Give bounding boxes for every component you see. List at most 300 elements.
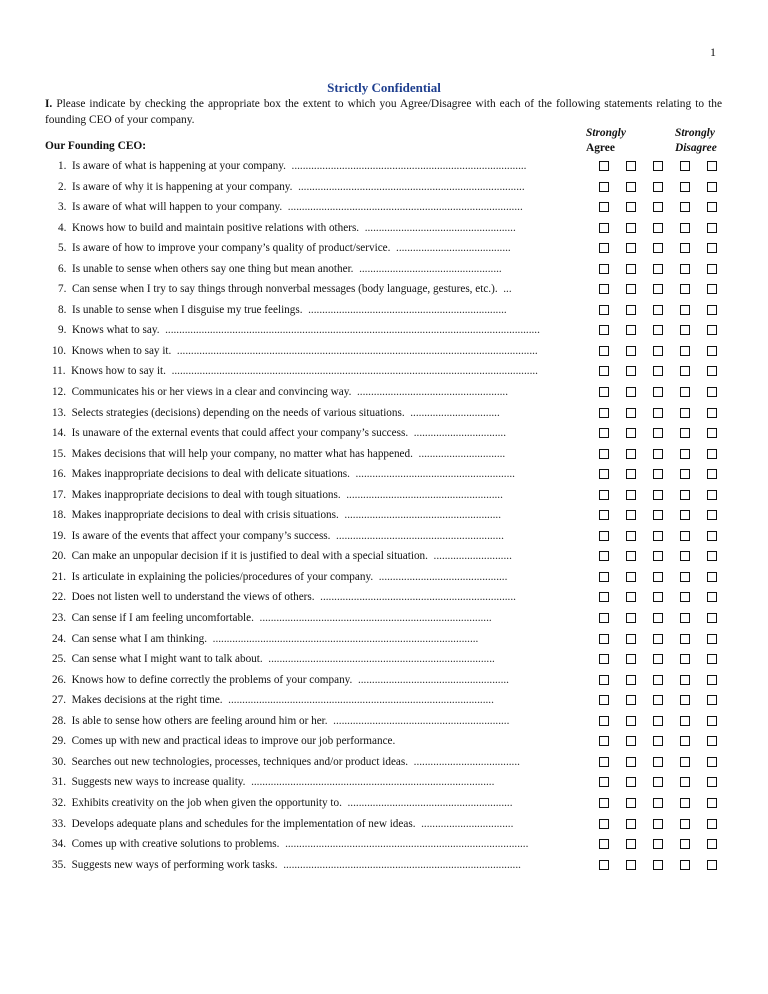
rating-checkbox-3[interactable] [653, 366, 663, 376]
dot-leader: ................................................................................. [268, 653, 495, 666]
item-number: 27. [52, 694, 66, 707]
list-item [0, 526, 768, 547]
rating-checkbox-5[interactable] [707, 839, 717, 849]
rating-checkbox-3[interactable] [653, 202, 663, 212]
rating-checkbox-1[interactable] [599, 387, 609, 397]
list-item [0, 382, 768, 403]
rating-checkbox-5[interactable] [707, 428, 717, 438]
statement [52, 775, 570, 789]
rating-checkbox-4[interactable] [680, 654, 690, 664]
item-text: Is unaware of the external events that could affect your company’s success. [71, 427, 409, 440]
rating-checkbox-4[interactable] [680, 490, 690, 500]
item-number: 13. [52, 406, 66, 419]
rating-checkbox-3[interactable] [653, 839, 663, 849]
list-item [0, 156, 768, 177]
dot-leader: ............................................................................................... [212, 632, 479, 645]
rating-checkbox-2[interactable] [626, 736, 636, 746]
rating-checkbox-3[interactable] [653, 284, 663, 294]
item-text: Is able to sense how others are feeling around him or her. [71, 714, 328, 727]
list-item [0, 629, 768, 650]
rating-checkbox-2[interactable] [626, 366, 636, 376]
rating-checkbox-2[interactable] [626, 716, 636, 726]
rating-checkbox-4[interactable] [680, 284, 690, 294]
rating-checkbox-5[interactable] [707, 408, 717, 418]
rating-checkbox-3[interactable] [653, 757, 663, 767]
rating-checkbox-5[interactable] [707, 243, 717, 253]
rating-checkbox-5[interactable] [707, 366, 717, 376]
dot-leader: ............................................................................................... [228, 694, 494, 707]
rating-checkbox-1[interactable] [599, 490, 609, 500]
rating-checkbox-3[interactable] [653, 428, 663, 438]
rating-checkbox-1[interactable] [599, 469, 609, 479]
item-number: 17. [52, 488, 66, 501]
statement [58, 221, 576, 235]
rating-checkbox-5[interactable] [707, 223, 717, 233]
rating-checkbox-5[interactable] [707, 551, 717, 561]
list-item [0, 485, 768, 506]
rating-checkbox-3[interactable] [653, 531, 663, 541]
item-number: 3. [58, 201, 67, 214]
rating-checkbox-2[interactable] [626, 839, 636, 849]
scale-right-line1: Strongly [675, 127, 715, 139]
rating-checkbox-1[interactable] [599, 284, 609, 294]
section-number: I. [45, 98, 53, 110]
rating-checkbox-1[interactable] [599, 161, 609, 171]
rating-checkbox-1[interactable] [599, 654, 609, 664]
rating-checkbox-5[interactable] [707, 469, 717, 479]
statement [58, 241, 576, 255]
list-item [0, 403, 768, 424]
rating-checkbox-3[interactable] [653, 243, 663, 253]
dot-leader: ....................................................................................... [251, 776, 495, 789]
item-text: Communicates his or her views in a clear and convincing way. [71, 386, 352, 399]
rating-checkbox-4[interactable] [680, 634, 690, 644]
rating-checkbox-5[interactable] [707, 202, 717, 212]
rating-checkbox-1[interactable] [599, 839, 609, 849]
statement [52, 837, 570, 851]
item-number: 7. [58, 283, 67, 296]
item-number: 18. [52, 509, 66, 522]
rating-checkbox-5[interactable] [707, 592, 717, 602]
rating-checkbox-2[interactable] [626, 819, 636, 829]
rating-checkbox-5[interactable] [707, 387, 717, 397]
scale-strongly-agree [586, 126, 626, 156]
item-number: 6. [58, 262, 67, 275]
rating-checkbox-4[interactable] [680, 757, 690, 767]
item-number: 33. [52, 817, 66, 830]
list-item [0, 320, 768, 341]
rating-checkbox-1[interactable] [599, 182, 609, 192]
rating-checkbox-3[interactable] [653, 325, 663, 335]
dot-leader: ................................................................................................................................... [171, 365, 538, 378]
rating-checkbox-4[interactable] [680, 613, 690, 623]
dot-leader: ................................................................................. [298, 180, 525, 193]
rating-checkbox-5[interactable] [707, 182, 717, 192]
rating-checkbox-3[interactable] [653, 469, 663, 479]
item-number: 20. [52, 550, 66, 563]
rating-checkbox-2[interactable] [626, 551, 636, 561]
item-text: Is aware of what will happen to your company. [71, 201, 283, 214]
list-item [0, 218, 768, 239]
rating-checkbox-5[interactable] [707, 490, 717, 500]
rating-checkbox-1[interactable] [599, 366, 609, 376]
rating-checkbox-3[interactable] [653, 572, 663, 582]
rating-checkbox-4[interactable] [680, 551, 690, 561]
scale-left-line2: Agree [586, 142, 615, 154]
rating-checkbox-1[interactable] [599, 777, 609, 787]
rating-checkbox-4[interactable] [680, 777, 690, 787]
rating-checkbox-2[interactable] [626, 284, 636, 294]
rating-checkbox-4[interactable] [680, 387, 690, 397]
rating-checkbox-5[interactable] [707, 325, 717, 335]
rating-checkbox-4[interactable] [680, 469, 690, 479]
item-number: 2. [58, 180, 67, 193]
rating-checkbox-5[interactable] [707, 777, 717, 787]
item-number: 30. [52, 755, 66, 768]
rating-checkbox-1[interactable] [599, 592, 609, 602]
rating-checkbox-2[interactable] [626, 592, 636, 602]
rating-checkbox-3[interactable] [653, 551, 663, 561]
rating-checkbox-1[interactable] [599, 264, 609, 274]
rating-checkbox-5[interactable] [707, 531, 717, 541]
item-number: 10. [52, 344, 66, 357]
rating-checkbox-1[interactable] [599, 325, 609, 335]
rating-checkbox-5[interactable] [707, 449, 717, 459]
rating-checkbox-5[interactable] [707, 675, 717, 685]
rating-checkbox-4[interactable] [680, 510, 690, 520]
rating-checkbox-2[interactable] [626, 798, 636, 808]
statement [52, 447, 570, 461]
dot-leader: .................................................................................... [287, 201, 523, 214]
rating-checkbox-3[interactable] [653, 798, 663, 808]
list-item [0, 731, 768, 752]
rating-checkbox-2[interactable] [626, 510, 636, 520]
rating-checkbox-1[interactable] [599, 572, 609, 582]
item-number: 21. [52, 570, 66, 583]
rating-checkbox-4[interactable] [680, 325, 690, 335]
rating-checkbox-2[interactable] [626, 408, 636, 418]
item-number: 25. [52, 653, 66, 666]
rating-checkbox-1[interactable] [599, 510, 609, 520]
rating-checkbox-1[interactable] [599, 716, 609, 726]
item-number: 35. [52, 858, 66, 871]
item-number: 16. [52, 468, 66, 481]
statement [52, 632, 570, 646]
statement [52, 755, 570, 769]
rating-checkbox-3[interactable] [653, 777, 663, 787]
dot-leader: ............................................................... [333, 714, 510, 727]
rating-checkbox-3[interactable] [653, 634, 663, 644]
rating-checkbox-3[interactable] [653, 510, 663, 520]
rating-checkbox-4[interactable] [680, 223, 690, 233]
rating-checkbox-1[interactable] [599, 757, 609, 767]
rating-checkbox-4[interactable] [680, 449, 690, 459]
rating-checkbox-1[interactable] [599, 243, 609, 253]
list-item [0, 814, 768, 835]
rating-checkbox-5[interactable] [707, 736, 717, 746]
rating-checkbox-2[interactable] [626, 613, 636, 623]
rating-checkbox-3[interactable] [653, 654, 663, 664]
rating-checkbox-3[interactable] [653, 161, 663, 171]
dot-leader: ....................................................................... [308, 303, 507, 316]
item-text: Exhibits creativity on the job when given the opportunity to. [71, 796, 342, 809]
rating-checkbox-1[interactable] [599, 202, 609, 212]
dot-leader: ................................ [410, 406, 500, 419]
item-number: 22. [52, 591, 66, 604]
list-item [0, 855, 768, 876]
rating-checkbox-4[interactable] [680, 366, 690, 376]
item-text: Comes up with creative solutions to problems. [71, 838, 280, 851]
rating-checkbox-2[interactable] [626, 860, 636, 870]
rating-checkbox-4[interactable] [680, 346, 690, 356]
statement [52, 817, 570, 831]
item-number: 29. [52, 735, 66, 748]
item-text: Searches out new technologies, processes, techniques and/or product ideas. [71, 755, 409, 768]
rating-checkbox-4[interactable] [680, 161, 690, 171]
section-label: Our Founding CEO: [45, 140, 147, 152]
rating-checkbox-5[interactable] [707, 572, 717, 582]
rating-checkbox-2[interactable] [626, 202, 636, 212]
rating-checkbox-4[interactable] [680, 264, 690, 274]
rating-checkbox-4[interactable] [680, 675, 690, 685]
list-item [0, 752, 768, 773]
rating-checkbox-5[interactable] [707, 634, 717, 644]
rating-checkbox-2[interactable] [626, 634, 636, 644]
rating-checkbox-3[interactable] [653, 305, 663, 315]
item-number: 32. [52, 796, 66, 809]
rating-checkbox-4[interactable] [680, 716, 690, 726]
rating-checkbox-2[interactable] [626, 243, 636, 253]
rating-checkbox-5[interactable] [707, 305, 717, 315]
rating-checkbox-5[interactable] [707, 860, 717, 870]
item-number: 26. [52, 673, 66, 686]
rating-checkbox-2[interactable] [626, 182, 636, 192]
rating-checkbox-5[interactable] [707, 346, 717, 356]
item-number: 11. [52, 365, 66, 378]
rating-checkbox-4[interactable] [680, 182, 690, 192]
statement [52, 570, 570, 584]
statement [52, 406, 570, 420]
rating-checkbox-5[interactable] [707, 798, 717, 808]
rating-checkbox-2[interactable] [626, 654, 636, 664]
rating-checkbox-2[interactable] [626, 449, 636, 459]
rating-checkbox-4[interactable] [680, 736, 690, 746]
rating-checkbox-3[interactable] [653, 387, 663, 397]
page-title: Strictly Confidential [327, 80, 441, 95]
item-text: Can sense what I might want to talk about. [71, 653, 263, 666]
statement [52, 467, 570, 481]
item-text: Is aware of what is happening at your company. [71, 160, 286, 172]
dot-leader: ...................................................... [357, 673, 509, 686]
rating-checkbox-3[interactable] [653, 490, 663, 500]
item-text: Makes inappropriate decisions to deal with delicate situations. [71, 468, 350, 481]
item-text: Makes inappropriate decisions to deal with tough situations. [71, 488, 341, 501]
item-text: Can sense if I am feeling uncomfortable. [71, 612, 254, 625]
statement [52, 693, 570, 707]
item-number: 31. [52, 776, 66, 789]
rating-checkbox-1[interactable] [599, 675, 609, 685]
item-number: 24. [52, 632, 66, 645]
dot-leader: ...................................................... [364, 221, 516, 234]
rating-checkbox-4[interactable] [680, 408, 690, 418]
dot-leader: ...................................................................... [320, 591, 516, 604]
item-number: 9. [58, 324, 67, 337]
rating-checkbox-3[interactable] [653, 592, 663, 602]
rating-checkbox-4[interactable] [680, 819, 690, 829]
rating-checkbox-5[interactable] [707, 757, 717, 767]
statement [52, 426, 570, 440]
rating-checkbox-2[interactable] [626, 777, 636, 787]
rating-checkbox-5[interactable] [707, 716, 717, 726]
dot-leader: ......................................................... [355, 468, 515, 481]
statement [58, 159, 576, 173]
rating-checkbox-1[interactable] [599, 695, 609, 705]
rating-checkbox-1[interactable] [599, 634, 609, 644]
item-text: Can sense when I try to say things through nonverbal messages (body language, gestures, etc.). [71, 283, 498, 296]
rating-checkbox-2[interactable] [626, 531, 636, 541]
rating-checkbox-5[interactable] [707, 819, 717, 829]
rating-checkbox-2[interactable] [626, 264, 636, 274]
item-text: Suggests new ways of performing work tasks. [71, 858, 278, 871]
rating-checkbox-3[interactable] [653, 819, 663, 829]
rating-checkbox-1[interactable] [599, 531, 609, 541]
rating-checkbox-4[interactable] [680, 860, 690, 870]
rating-checkbox-4[interactable] [680, 243, 690, 253]
questionnaire-items [0, 156, 768, 875]
list-item [0, 259, 768, 280]
rating-checkbox-1[interactable] [599, 736, 609, 746]
rating-checkbox-2[interactable] [626, 346, 636, 356]
rating-checkbox-2[interactable] [626, 325, 636, 335]
dot-leader: ....................................................................................... [285, 838, 529, 851]
rating-checkbox-1[interactable] [599, 305, 609, 315]
rating-checkbox-5[interactable] [707, 264, 717, 274]
list-item [0, 177, 768, 198]
statement [58, 180, 576, 194]
rating-checkbox-5[interactable] [707, 284, 717, 294]
rating-checkbox-1[interactable] [599, 428, 609, 438]
rating-checkbox-4[interactable] [680, 531, 690, 541]
statement [52, 529, 570, 543]
statement [52, 590, 570, 604]
rating-checkbox-1[interactable] [599, 449, 609, 459]
statement [58, 323, 576, 337]
statement [52, 385, 570, 399]
rating-checkbox-3[interactable] [653, 346, 663, 356]
rating-checkbox-3[interactable] [653, 182, 663, 192]
rating-checkbox-5[interactable] [707, 510, 717, 520]
list-item [0, 361, 768, 382]
rating-checkbox-1[interactable] [599, 613, 609, 623]
rating-checkbox-5[interactable] [707, 695, 717, 705]
rating-checkbox-4[interactable] [680, 428, 690, 438]
rating-checkbox-2[interactable] [626, 428, 636, 438]
rating-checkbox-2[interactable] [626, 387, 636, 397]
rating-checkbox-1[interactable] [599, 408, 609, 418]
list-item [0, 711, 768, 732]
rating-checkbox-2[interactable] [626, 757, 636, 767]
rating-checkbox-3[interactable] [653, 695, 663, 705]
dot-leader: ........................................................ [346, 488, 503, 501]
rating-checkbox-2[interactable] [626, 572, 636, 582]
rating-checkbox-3[interactable] [653, 716, 663, 726]
scale-right-line2: Disagree [675, 142, 717, 154]
dot-leader: ............................... [418, 447, 506, 460]
rating-checkbox-2[interactable] [626, 675, 636, 685]
item-number: 1. [58, 160, 67, 172]
statement [58, 282, 576, 296]
rating-checkbox-1[interactable] [599, 346, 609, 356]
rating-checkbox-4[interactable] [680, 592, 690, 602]
rating-checkbox-4[interactable] [680, 798, 690, 808]
rating-checkbox-4[interactable] [680, 695, 690, 705]
item-number: 15. [52, 447, 66, 460]
rating-checkbox-4[interactable] [680, 202, 690, 212]
list-item [0, 444, 768, 465]
list-item [0, 279, 768, 300]
rating-checkbox-3[interactable] [653, 736, 663, 746]
rating-checkbox-3[interactable] [653, 449, 663, 459]
rating-checkbox-3[interactable] [653, 223, 663, 233]
rating-checkbox-2[interactable] [626, 469, 636, 479]
rating-checkbox-4[interactable] [680, 305, 690, 315]
item-text: Knows what to say. [71, 324, 160, 337]
rating-checkbox-3[interactable] [653, 675, 663, 685]
rating-checkbox-3[interactable] [653, 860, 663, 870]
statement [58, 303, 576, 317]
rating-checkbox-2[interactable] [626, 161, 636, 171]
list-item [0, 772, 768, 793]
rating-checkbox-3[interactable] [653, 613, 663, 623]
dot-leader: ..................................................................................... [283, 858, 521, 871]
rating-checkbox-1[interactable] [599, 798, 609, 808]
statement [52, 734, 570, 748]
item-text: Makes inappropriate decisions to deal with crisis situations. [71, 509, 339, 522]
rating-checkbox-2[interactable] [626, 223, 636, 233]
rating-checkbox-1[interactable] [599, 860, 609, 870]
rating-checkbox-1[interactable] [599, 819, 609, 829]
rating-checkbox-2[interactable] [626, 490, 636, 500]
item-text: Comes up with new and practical ideas to improve our job performance. [71, 735, 396, 748]
item-text: Knows when to say it. [71, 344, 172, 357]
rating-checkbox-4[interactable] [680, 572, 690, 582]
item-text: Knows how to define correctly the problems of your company. [71, 673, 353, 686]
item-text: Is articulate in explaining the policies/procedures of your company. [71, 570, 374, 583]
list-item [0, 670, 768, 691]
item-number: 8. [58, 303, 67, 316]
scale-left-line1: Strongly [586, 127, 626, 139]
rating-checkbox-2[interactable] [626, 305, 636, 315]
rating-checkbox-3[interactable] [653, 264, 663, 274]
list-item [0, 793, 768, 814]
page-number: 1 [710, 45, 716, 59]
statement [52, 673, 570, 687]
rating-checkbox-1[interactable] [599, 223, 609, 233]
rating-checkbox-5[interactable] [707, 161, 717, 171]
statement [52, 652, 570, 666]
rating-checkbox-4[interactable] [680, 839, 690, 849]
rating-checkbox-5[interactable] [707, 613, 717, 623]
dot-leader: ................................................................................... [259, 612, 492, 625]
rating-checkbox-1[interactable] [599, 551, 609, 561]
rating-checkbox-3[interactable] [653, 408, 663, 418]
rating-checkbox-5[interactable] [707, 654, 717, 664]
item-text: Develops adequate plans and schedules for the implementation of new ideas. [71, 817, 416, 830]
item-text: Makes decisions at the right time. [71, 694, 223, 707]
dot-leader: ................................. [421, 817, 514, 830]
statement [52, 488, 570, 502]
rating-checkbox-2[interactable] [626, 695, 636, 705]
